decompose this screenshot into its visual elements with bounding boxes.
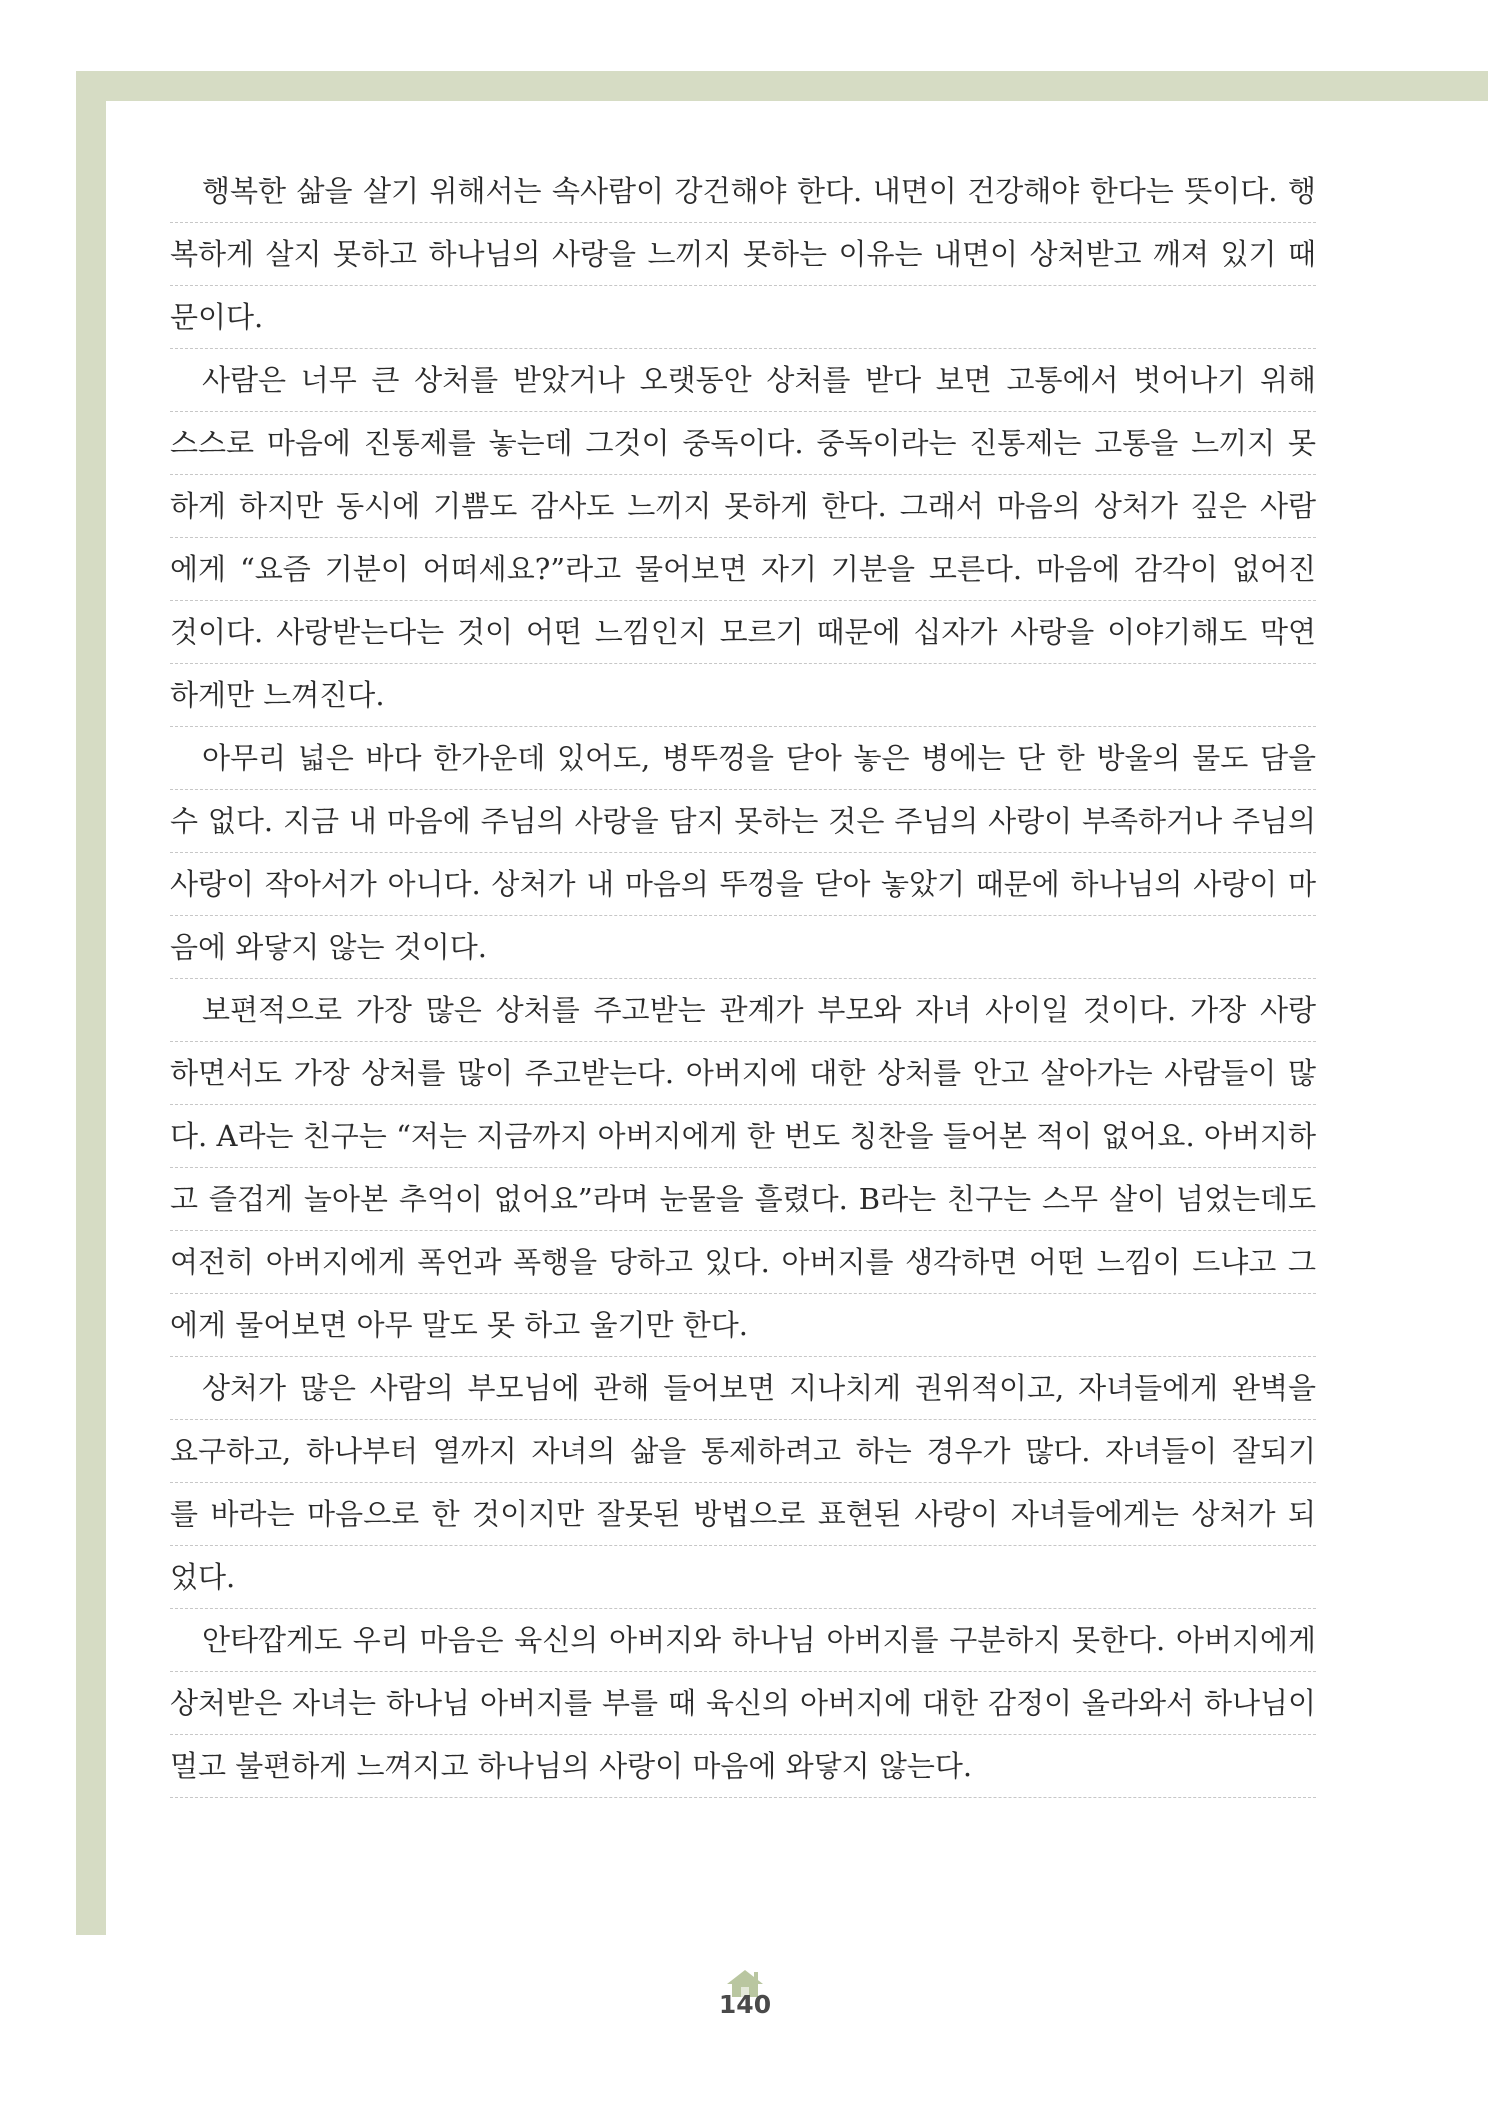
text-line: 수 없다. 지금 내 마음에 주님의 사랑을 담지 못하는 것은 주님의 사랑이 부족하거나 주님의 [170,790,1316,853]
text-line: 여전히 아버지에게 폭언과 폭행을 당하고 있다. 아버지를 생각하면 어떤 느낌이 드냐고 그 [170,1231,1316,1294]
body-text [170,160,1316,1798]
page-frame-left [76,71,106,1935]
text-line: 안타깝게도 우리 마음은 육신의 아버지와 하나님 아버지를 구분하지 못한다. 아버지에게 [170,1609,1316,1672]
text-line: 를 바라는 마음으로 한 것이지만 잘못된 방법으로 표현된 사랑이 자녀들에게는 상처가 되 [170,1483,1316,1546]
text-line: 사람은 너무 큰 상처를 받았거나 오랫동안 상처를 받다 보면 고통에서 벗어나기 위해 [170,349,1316,412]
text-line: 에게 물어보면 아무 말도 못 하고 울기만 한다. [170,1294,1316,1357]
text-line: 요구하고, 하나부터 열까지 자녀의 삶을 통제하려고 하는 경우가 많다. 자녀들이 잘되기 [170,1420,1316,1483]
text-line: 상처가 많은 사람의 부모님에 관해 들어보면 지나치게 권위적이고, 자녀들에게 완벽을 [170,1357,1316,1420]
text-line: 하게 하지만 동시에 기쁨도 감사도 느끼지 못하게 한다. 그래서 마음의 상처가 깊은 사람 [170,475,1316,538]
text-line: 고 즐겁게 놀아본 추억이 없어요”라며 눈물을 흘렸다. B라는 친구는 스무 살이 넘었는데도 [170,1168,1316,1231]
text-line: 하게만 느껴진다. [170,664,1316,727]
text-line: 보편적으로 가장 많은 상처를 주고받는 관계가 부모와 자녀 사이일 것이다. 가장 사랑 [170,979,1316,1042]
text-line: 다. A라는 친구는 “저는 지금까지 아버지에게 한 번도 칭찬을 들어본 적이 없어요. 아버지하 [170,1105,1316,1168]
text-line: 사랑이 작아서가 아니다. 상처가 내 마음의 뚜껑을 닫아 놓았기 때문에 하나님의 사랑이 마 [170,853,1316,916]
page-number: 140 [718,1990,772,2019]
text-line: 문이다. [170,286,1316,349]
page-frame-top [76,71,1488,101]
text-line: 었다. [170,1546,1316,1609]
text-line: 음에 와닿지 않는 것이다. [170,916,1316,979]
text-line: 아무리 넓은 바다 한가운데 있어도, 병뚜껑을 닫아 놓은 병에는 단 한 방울의 물도 담을 [170,727,1316,790]
text-line: 하면서도 가장 상처를 많이 주고받는다. 아버지에 대한 상처를 안고 살아가는 사람들이 많 [170,1042,1316,1105]
text-line: 에게 “요즘 기분이 어떠세요?”라고 물어보면 자기 기분을 모른다. 마음에 감각이 없어진 [170,538,1316,601]
text-line: 멀고 불편하게 느껴지고 하나님의 사랑이 마음에 와닿지 않는다. [170,1735,1316,1798]
text-line: 상처받은 자녀는 하나님 아버지를 부를 때 육신의 아버지에 대한 감정이 올라와서 하나님이 [170,1672,1316,1735]
page-footer [700,1968,790,2038]
text-line: 행복한 삶을 살기 위해서는 속사람이 강건해야 한다. 내면이 건강해야 한다는 뜻이다. 행 [170,160,1316,223]
text-line: 복하게 살지 못하고 하나님의 사랑을 느끼지 못하는 이유는 내면이 상처받고 깨져 있기 때 [170,223,1316,286]
text-line: 스스로 마음에 진통제를 놓는데 그것이 중독이다. 중독이라는 진통제는 고통을 느끼지 못 [170,412,1316,475]
text-line: 것이다. 사랑받는다는 것이 어떤 느낌인지 모르기 때문에 십자가 사랑을 이야기해도 막연 [170,601,1316,664]
